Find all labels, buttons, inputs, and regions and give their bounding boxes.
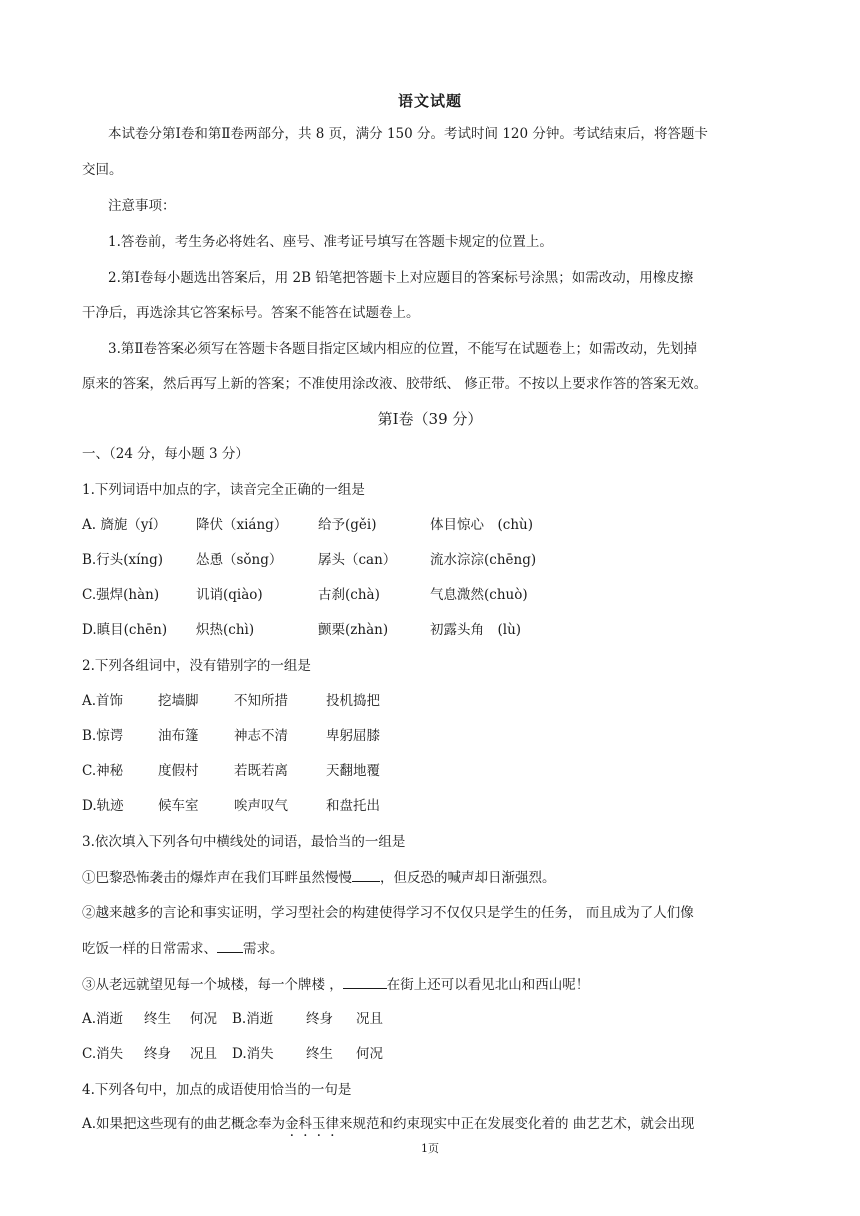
part-heading: 一、（24 分，每小题 3 分） [82, 446, 249, 462]
q1-option: 气息溦然(chuò) [430, 587, 528, 603]
q3-sentence-3-text-b: 在街上还可以看见北山和西山呢！ [386, 977, 590, 993]
intro-line-2: 交回。 [82, 162, 123, 178]
note-item-3-line-2: 原来的答案，然后再写上新的答案；不准使用涂改液、胶带纸、 修正带。不按以上要求作答的答案无效。 [82, 376, 708, 392]
note-item-3-line-1: 3.第Ⅱ卷答案必须写在答题卡各题目指定区域内相应的位置，不能写在试题卷上；如需改动，先划掉 [108, 341, 698, 357]
q3-sentence-2-text-c: 需求。 [243, 941, 284, 957]
notes-heading: 注意事项： [108, 198, 176, 214]
page-title: 语文试题 [397, 92, 462, 110]
q2-option: 神志不清 [234, 728, 288, 744]
q2-option: 卑躬屈膝 [326, 728, 380, 744]
q3-option: 何况 [356, 1046, 383, 1062]
question-4-stem: 4.下列各句中，加点的成语使用恰当的一句是 [82, 1082, 352, 1098]
q3-option: A.消逝 [82, 1011, 124, 1027]
q2-option: 和盘托出 [326, 798, 380, 814]
q3-sentence-3 [82, 974, 782, 995]
fill-blank [217, 938, 243, 953]
fill-blank [352, 867, 380, 882]
section-title: 第Ⅰ卷（39 分） [377, 410, 483, 428]
q1-option: 体目惊心 (chù) [430, 517, 533, 533]
q3-sentence-2-line-2 [82, 938, 782, 959]
q2-option: C.神秘 [82, 763, 124, 779]
q3-option: 何况 [190, 1011, 217, 1027]
fill-blank [343, 974, 387, 989]
q2-option: A.首饰 [82, 693, 124, 709]
q1-option: 颤栗(zhàn) [318, 622, 389, 638]
q3-option: 终生 [144, 1011, 171, 1027]
note-item-2-line-2: 干净后，再选涂其它答案标号。答案不能答在试题卷上。 [82, 305, 420, 321]
q1-option: C.强焊(hàn) [82, 587, 160, 603]
question-1-stem: 1.下列词语中加点的字，读音完全正确的一组是 [82, 482, 365, 498]
q1-option: A. 旖旎（yí） [82, 517, 167, 533]
q3-sentence-1-text-a: ①巴黎恐怖袭击的爆炸声在我们耳畔虽然慢慢 [82, 870, 352, 886]
q3-option: 终身 [306, 1011, 333, 1027]
q3-option: 况且 [356, 1011, 383, 1027]
q2-option: 油布篷 [158, 728, 199, 744]
note-item-1: 1.答卷前，考生务必将姓名、座号、准考证号填写在答题卡规定的位置上。 [108, 234, 553, 250]
q1-option: 讥诮(qiào) [196, 587, 263, 603]
q1-option: 炽热(chì) [196, 622, 255, 638]
emphasized-char: 金 [285, 1116, 299, 1132]
q2-option: D.轨迹 [82, 798, 124, 814]
emphasized-char: 律 [325, 1116, 340, 1132]
q3-sentence-2-text-b: 吃饭一样的日常需求、 [82, 941, 217, 957]
q1-option: 流水淙淙(chēng) [430, 552, 537, 568]
q1-option: 孱头（can） [318, 552, 397, 568]
q3-sentence-3-text-a: ③从老远就望见每一个城楼，每一个牌楼 ， [82, 977, 343, 993]
emphasized-idiom [285, 1116, 339, 1132]
q3-option: 况且 [190, 1046, 217, 1062]
q3-sentence-1 [82, 867, 782, 888]
emphasized-char: 科 [298, 1116, 313, 1132]
q4-option-a-text-post: 来规范和约束现实中正在发展变化着的 曲艺艺术，就会出现 [339, 1116, 695, 1132]
q2-option: 天翻地覆 [326, 763, 380, 779]
q2-option: 不知所措 [234, 693, 288, 709]
q3-option: D.消失 [232, 1046, 274, 1062]
q1-option: 给予(gěi) [318, 517, 377, 533]
q3-sentence-2-line-1: ②越来越多的言论和事实证明，学习型社会的构建使得学习不仅仅只是学生的任务， 而且成为了人们像 [82, 905, 694, 921]
emphasized-char: 玉 [312, 1116, 326, 1132]
q1-option: D.瞋目(chēn) [82, 622, 168, 638]
q1-option: 降伏（xiáng） [196, 517, 288, 533]
q3-option: 终生 [306, 1046, 333, 1062]
q1-option: 初露头角 (lù) [430, 622, 522, 638]
question-2-stem: 2.下列各组词中，没有错别字的一组是 [82, 658, 311, 674]
q1-option: 怂恿（sǒng） [196, 552, 283, 568]
q2-option: 度假村 [158, 763, 199, 779]
q2-option: 若既若离 [234, 763, 288, 779]
q3-sentence-1-text-b: ，但反恐的喊声却日渐强烈。 [380, 870, 556, 886]
q3-option: B.消逝 [232, 1011, 274, 1027]
q2-option: B.惊谔 [82, 728, 124, 744]
q2-option: 投机捣把 [326, 693, 380, 709]
q3-option: 终身 [144, 1046, 171, 1062]
q4-option-a-text-pre: A.如果把这些现有的曲艺概念奉为 [82, 1116, 286, 1132]
intro-line-1: 本试卷分第Ⅰ卷和第Ⅱ卷两部分，共 8 页，满分 150 分。考试时间 120 分钟。考试结束后，将答题卡 [108, 126, 708, 142]
q4-option-a [82, 1114, 782, 1134]
page-number: 1页 [421, 1142, 439, 1155]
note-item-2-line-1: 2.第Ⅰ卷每小题选出答案后，用 2B 铅笔把答题卡上对应题目的答案标号涂黑；如需改动，用橡皮擦 [108, 270, 694, 286]
q1-option: B.行头(xíng) [82, 552, 164, 568]
q1-option: 古刹(chà) [318, 587, 380, 603]
question-3-stem: 3.依次填入下列各句中横线处的词语，最恰当的一组是 [82, 834, 406, 850]
q2-option: 挖墙脚 [158, 693, 199, 709]
q2-option: 唉声叹气 [234, 798, 288, 814]
q3-option: C.消失 [82, 1046, 124, 1062]
q2-option: 候车室 [158, 798, 199, 814]
